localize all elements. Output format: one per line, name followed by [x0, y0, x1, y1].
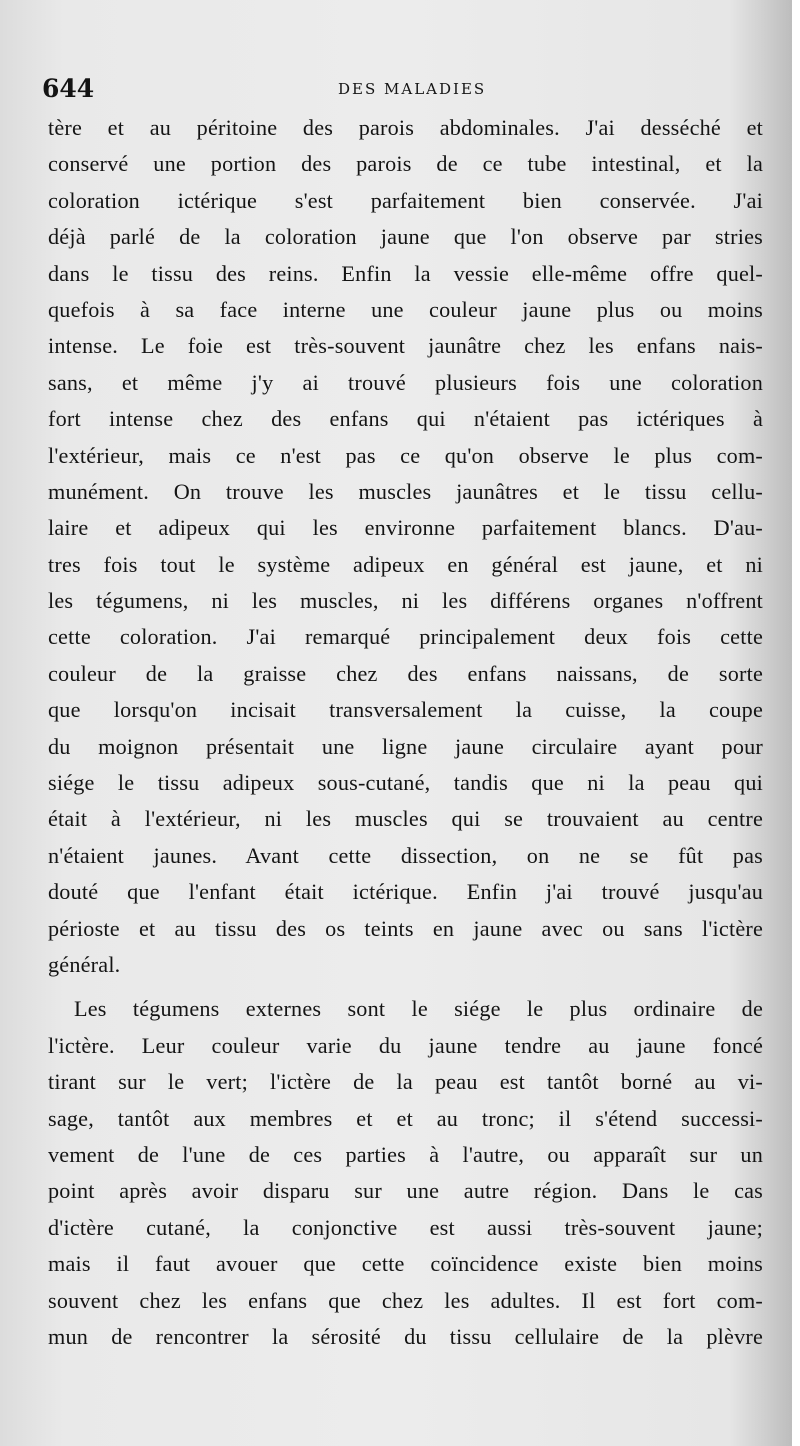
- text-line: l'extérieur, mais ce n'est pas ce qu'on observe le plus com-: [48, 442, 763, 468]
- text-line: sans, et même j'y ai trouvé plusieurs fois une coloration: [48, 369, 763, 395]
- running-head: DES MALADIES: [338, 80, 487, 98]
- paragraph-2: [48, 991, 763, 1355]
- text-line: laire et adipeux qui les environne parfaitement blancs. D'au-: [48, 515, 763, 541]
- text-line: d'ictère cutané, la conjonctive est aussi très-souvent jaune;: [48, 1214, 763, 1240]
- text-line: général.: [48, 951, 121, 977]
- text-line: souvent chez les enfans que chez les adultes. Il est fort com-: [48, 1287, 763, 1313]
- paragraph-1: [48, 110, 763, 983]
- text-line: fort intense chez des enfans qui n'étaient pas ictériques à: [48, 406, 763, 432]
- text-line: siége le tissu adipeux sous-cutané, tandis que ni la peau qui: [48, 770, 763, 796]
- text-line: point après avoir disparu sur une autre région. Dans le cas: [48, 1178, 763, 1204]
- text-line: vement de l'une de ces parties à l'autre, ou apparaît sur un: [48, 1141, 763, 1167]
- text-line: tère et au péritoine des parois abdominales. J'ai desséché et: [48, 115, 763, 140]
- text-line: quefois à sa face interne une couleur jaune plus ou moins: [48, 296, 763, 322]
- page-header: [42, 74, 762, 102]
- text-line: n'étaient jaunes. Avant cette dissection, on ne se fût pas: [48, 842, 763, 868]
- text-line: tres fois tout le système adipeux en général est jaune, et ni: [48, 551, 763, 577]
- text-line: couleur de la graisse chez des enfans naissans, de sorte: [48, 660, 763, 686]
- page-number: 644: [42, 74, 95, 103]
- text-line: conservé une portion des parois de ce tube intestinal, et la: [48, 151, 763, 177]
- text-line: déjà parlé de la coloration jaune que l'on observe par stries: [48, 224, 763, 250]
- text-line: intense. Le foie est très-souvent jaunâtre chez les enfans nais-: [48, 333, 763, 359]
- text-line: était à l'extérieur, ni les muscles qui se trouvaient au centre: [48, 806, 763, 832]
- text-line: sage, tantôt aux membres et et au tronc; il s'étend successi-: [48, 1105, 763, 1131]
- text-line: douté que l'enfant était ictérique. Enfin j'ai trouvé jusqu'au: [48, 879, 763, 905]
- text-line: cette coloration. J'ai remarqué principalement deux fois cette: [48, 624, 763, 650]
- text-line: coloration ictérique s'est parfaitement bien conservée. J'ai: [48, 187, 763, 213]
- text-line: que lorsqu'on incisait transversalement la cuisse, la coupe: [48, 697, 763, 723]
- page-body: [48, 110, 763, 1355]
- text-line: mun de rencontrer la sérosité du tissu cellulaire de la plèvre: [48, 1323, 763, 1349]
- text-line: dans le tissu des reins. Enfin la vessie elle-même offre quel-: [48, 260, 763, 286]
- text-line: Les tégumens externes sont le siége le plus ordinaire de: [74, 996, 763, 1022]
- text-line: l'ictère. Leur couleur varie du jaune tendre au jaune foncé: [48, 1032, 763, 1058]
- text-line: périoste et au tissu des os teints en jaune avec ou sans l'ictère: [48, 915, 763, 941]
- text-line: du moignon présentait une ligne jaune circulaire ayant pour: [48, 733, 763, 759]
- text-line: mais il faut avouer que cette coïncidence existe bien moins: [48, 1251, 763, 1277]
- paragraph-gap: [48, 983, 763, 991]
- text-line: tirant sur le vert; l'ictère de la peau est tantôt borné au vi-: [48, 1069, 763, 1095]
- text-line: munément. On trouve les muscles jaunâtres et le tissu cellu-: [48, 478, 763, 504]
- text-line: les tégumens, ni les muscles, ni les différens organes n'offrent: [48, 588, 763, 614]
